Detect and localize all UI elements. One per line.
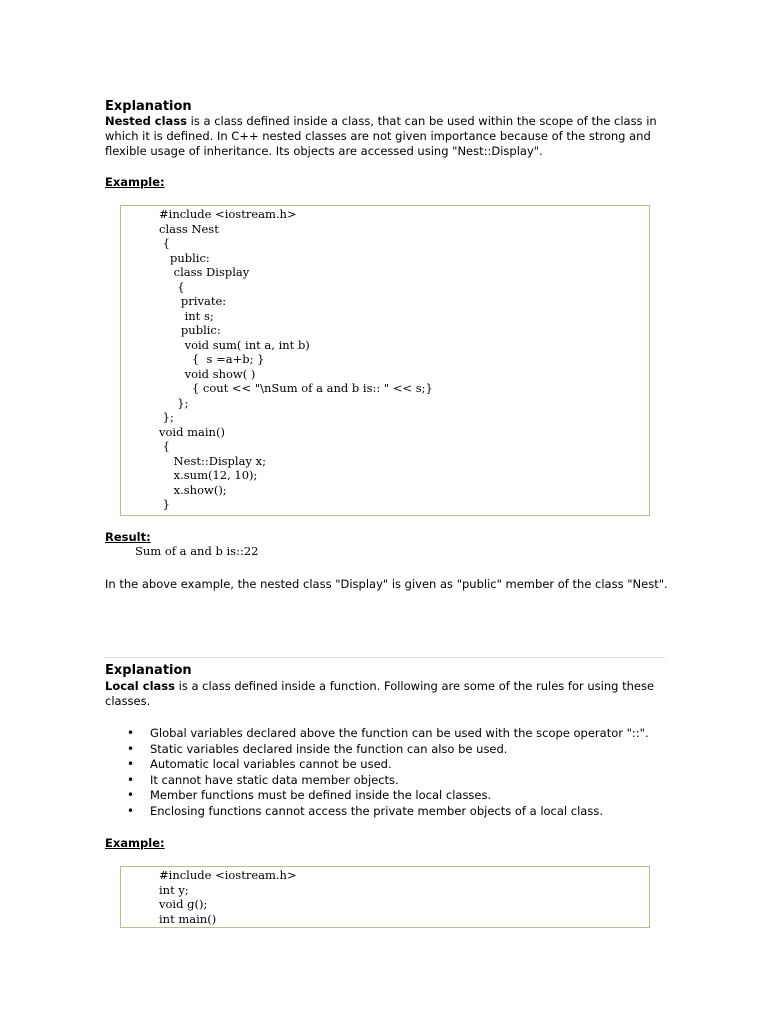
code-line: x.show();: [159, 482, 227, 497]
code-example-nested-class: [120, 205, 650, 516]
code-line: class Nest: [159, 221, 219, 236]
term-nested-class: Nested class: [105, 114, 188, 128]
local-class-rules-list: [105, 726, 665, 819]
intro-line-1: [105, 114, 665, 129]
code-line: void g();: [159, 897, 208, 911]
code-line: private:: [159, 294, 227, 308]
code-line: public:: [159, 323, 221, 337]
code-line: Nest::Display x;: [159, 453, 266, 468]
section-divider: [105, 657, 665, 658]
intro-line-2: which it is defined. In C++ nested classes are not given importance because of the strong and: [105, 129, 651, 143]
rule-item: • Member functions must be defined inside the local classes.: [105, 788, 665, 804]
code-line: { cout << "\nSum of a and b is:: " << s;}: [159, 381, 433, 395]
code-line: #include <iostream.h>: [159, 207, 297, 221]
nested-class-conclusion: In the above example, the nested class "Display" is given as "public" member of the class "Nest".: [105, 577, 668, 591]
rule-item: • Enclosing functions cannot access the private member objects of a local class.: [105, 804, 665, 820]
code-line: public:: [159, 250, 210, 265]
local-class-intro: [105, 679, 665, 709]
section-heading-explanation-2: Explanation: [105, 663, 192, 678]
term-local-class: Local class: [105, 679, 175, 693]
code-line: class Display: [159, 265, 250, 279]
code-line: {: [159, 439, 170, 453]
rule-item: • Static variables declared inside the function can also be used.: [105, 742, 665, 758]
section-heading-explanation-1: Explanation: [105, 99, 192, 114]
intro-line-3: flexible usage of inheritance. Its objects are accessed using "Nest::Display".: [105, 144, 543, 158]
result-label: Result:: [105, 530, 151, 544]
code-line: void show( ): [159, 366, 256, 381]
code-example-local-class: [120, 866, 650, 928]
code-line: {: [159, 236, 170, 250]
rule-item: • Automatic local variables cannot be used.: [105, 757, 665, 773]
code-line: x.sum(12, 10);: [159, 468, 258, 482]
intro-line-1-text: is a class defined inside a class, that can be used within the scope of the class in: [187, 114, 657, 128]
code-line: #include <iostream.h>: [159, 868, 297, 882]
code-line: int y;: [159, 882, 189, 897]
rule-item: • It cannot have static data member objects.: [105, 773, 665, 789]
code-line: };: [159, 410, 174, 424]
code-line: {: [159, 279, 185, 294]
code-line: int main(): [159, 911, 217, 926]
example-label-1: Example:: [105, 175, 165, 189]
code-line: void main(): [159, 424, 225, 439]
code-line: void sum( int a, int b): [159, 337, 310, 352]
rule-item: • Global variables declared above the function can be used with the scope operator "::".: [105, 726, 665, 742]
local-intro-line-1-text: is a class defined inside a function. Following are some of the rules for using these: [174, 679, 655, 693]
local-intro-line-2: classes.: [105, 694, 151, 708]
result-value: Sum of a and b is::22: [135, 544, 259, 558]
code-line: }: [159, 497, 170, 511]
nested-class-intro: [105, 114, 665, 159]
example-label-2: Example:: [105, 836, 165, 850]
code-line: };: [159, 395, 189, 410]
code-line: { s =a+b; }: [159, 352, 265, 366]
code-line: int s;: [159, 308, 214, 323]
local-intro-line-1: [105, 679, 665, 694]
